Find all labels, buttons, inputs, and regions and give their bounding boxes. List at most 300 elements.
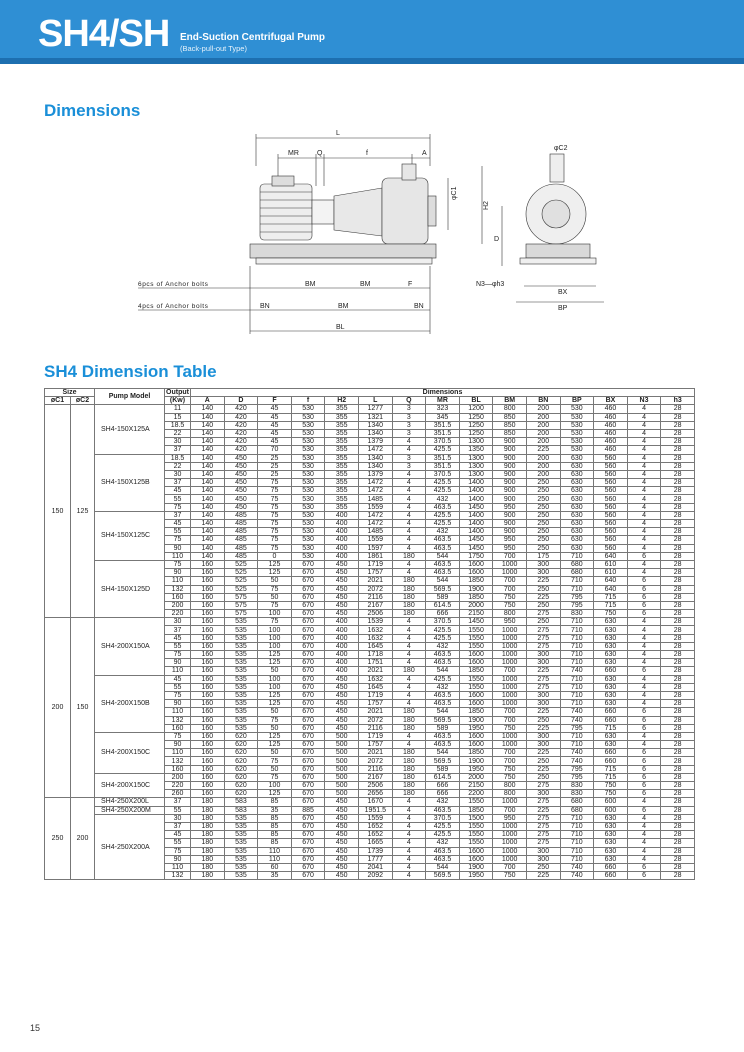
cell-dim-l: 1951.5 [358,806,392,814]
cell-dim-n3: 6 [627,552,661,560]
pump-casing [382,178,428,244]
th-dim-bm: BM [493,397,527,405]
cell-pump-model: SH4-200X150A [95,618,165,675]
cell-dim-bl: 1600 [459,700,493,708]
cell-dim-bm: 700 [493,806,527,814]
cell-dim-bn: 275 [526,610,560,618]
cell-dim-d: 535 [224,814,258,822]
cell-dim-h3: 28 [661,708,695,716]
cell-dim-bp: 710 [560,847,594,855]
th-dim-a: A [191,397,225,405]
table-body [45,405,695,880]
cell-dim-q: 4 [392,536,426,544]
cell-dim-bn: 250 [526,511,560,519]
cell-dim-d: 525 [224,560,258,568]
cell-dim-bm: 1000 [493,831,527,839]
table-row [45,618,695,626]
cell-dim-h2: 450 [325,683,359,691]
cell-dim-a: 160 [191,773,225,781]
cell-dim-bn: 200 [526,462,560,470]
cell-dim-bn: 275 [526,822,560,830]
th-dim-h2: H2 [325,397,359,405]
cell-dim-bn: 250 [526,495,560,503]
cell-dim-d: 485 [224,552,258,560]
cell-dim-a: 180 [191,872,225,880]
cell-dim-l: 1645 [358,642,392,650]
cell-dim-n3: 4 [627,495,661,503]
cell-c2: 125 [71,405,95,618]
cell-dim-f: 75 [258,585,292,593]
table-row [45,814,695,822]
cell-dim-bx: 630 [594,618,628,626]
cell-dim-h3: 28 [661,732,695,740]
cell-dim-d: 485 [224,536,258,544]
cell-dim-f: 530 [291,495,325,503]
cell-dim-a: 160 [191,716,225,724]
cell-dim-a: 180 [191,831,225,839]
cell-dim-f: 35 [258,806,292,814]
cell-dim-bl: 1850 [459,593,493,601]
cell-dim-f: 670 [291,732,325,740]
cell-dim-d: 535 [224,724,258,732]
label-BM-1: BM [305,281,316,288]
cell-dim-bx: 640 [594,552,628,560]
cell-dim-q: 3 [392,429,426,437]
cell-dim-bm: 750 [493,773,527,781]
cell-dim-bp: 630 [560,520,594,528]
cell-dim-f: 75 [258,495,292,503]
cell-dim-bn: 200 [526,405,560,413]
cell-dim-bx: 715 [594,765,628,773]
cell-dim-f: 45 [258,421,292,429]
cell-dim-bp: 630 [560,470,594,478]
cell-dim-a: 160 [191,732,225,740]
cell-dim-mr: 425.5 [426,520,460,528]
motor-body [260,184,312,240]
cell-dim-l: 1321 [358,413,392,421]
cell-dim-q: 4 [392,651,426,659]
cell-dim-bn: 275 [526,683,560,691]
cell-dim-bl: 1850 [459,708,493,716]
th-dim-bp: BP [560,397,594,405]
cell-dim-bx: 560 [594,528,628,536]
cell-dim-bm: 1000 [493,683,527,691]
cell-dim-mr: 323 [426,405,460,413]
cell-dim-f: 50 [258,593,292,601]
cell-dim-f: 530 [291,413,325,421]
th-dim-f: F [258,397,292,405]
cell-dim-q: 4 [392,569,426,577]
cell-dim-q: 4 [392,798,426,806]
cell-pump-model: SH4-200X150B [95,675,165,732]
cell-dim-f: 530 [291,552,325,560]
header-band [0,58,744,64]
cell-dim-bx: 560 [594,503,628,511]
cell-output: 55 [165,806,191,814]
cell-dim-h3: 28 [661,552,695,560]
cell-dim-l: 1472 [358,520,392,528]
cell-dim-f: 75 [258,716,292,724]
cell-output: 55 [165,642,191,650]
cell-dim-h2: 500 [325,790,359,798]
cell-dim-l: 1559 [358,814,392,822]
cell-dim-q: 4 [392,642,426,650]
cell-dim-l: 1472 [358,487,392,495]
cell-dim-bp: 630 [560,511,594,519]
label-L: L [336,130,340,137]
cell-dim-bp: 680 [560,569,594,577]
cell-dim-mr: 370.5 [426,814,460,822]
cell-output: 220 [165,610,191,618]
cell-pump-model: SH4-200X150C [95,773,165,798]
cell-dim-d: 420 [224,405,258,413]
cell-dim-f: 125 [258,732,292,740]
cell-dim-q: 4 [392,741,426,749]
label-BM-3: BM [338,303,349,310]
cell-dim-d: 525 [224,569,258,577]
cell-dim-f: 70 [258,446,292,454]
cell-dim-l: 1632 [358,626,392,634]
cell-dim-h3: 28 [661,479,695,487]
cell-dim-bx: 630 [594,691,628,699]
cell-dim-mr: 544 [426,552,460,560]
cell-dim-f: 670 [291,741,325,749]
cell-dim-bp: 830 [560,782,594,790]
cell-output: 110 [165,667,191,675]
cell-dim-bm: 1000 [493,560,527,568]
table-row [45,798,695,806]
base-frame [250,244,436,258]
cell-dim-bp: 630 [560,503,594,511]
cell-dim-l: 1719 [358,560,392,568]
cell-dim-h2: 450 [325,724,359,732]
cell-dim-bm: 1000 [493,651,527,659]
cell-dim-bp: 710 [560,700,594,708]
cell-dim-n3: 4 [627,405,661,413]
cell-dim-h3: 28 [661,741,695,749]
cell-dim-bl: 1300 [459,470,493,478]
cell-dim-bl: 1600 [459,569,493,577]
cell-dim-bm: 1000 [493,691,527,699]
th-dim-d: D [224,397,258,405]
cell-dim-n3: 6 [627,585,661,593]
cell-dim-a: 180 [191,822,225,830]
cell-dim-q: 4 [392,847,426,855]
cell-dim-mr: 544 [426,863,460,871]
cell-dim-bl: 1250 [459,413,493,421]
cell-dim-d: 450 [224,495,258,503]
cell-dim-f: 45 [258,413,292,421]
cell-dim-d: 485 [224,544,258,552]
cell-dim-h2: 450 [325,855,359,863]
cell-dim-bm: 1000 [493,732,527,740]
cell-output: 45 [165,831,191,839]
cell-dim-f: 85 [258,798,292,806]
cell-dim-bp: 630 [560,479,594,487]
cell-dim-bx: 460 [594,429,628,437]
cell-dim-n3: 4 [627,642,661,650]
cell-dim-h2: 400 [325,634,359,642]
cell-dim-bl: 1400 [459,511,493,519]
cell-dim-n3: 4 [627,700,661,708]
cell-dim-n3: 4 [627,438,661,446]
th-output-unit: (Kw) [165,397,191,405]
cell-output: 132 [165,716,191,724]
cell-dim-bn: 300 [526,651,560,659]
cell-dim-n3: 6 [627,724,661,732]
cell-dim-bp: 710 [560,552,594,560]
cell-dim-d: 450 [224,479,258,487]
cell-dim-a: 140 [191,544,225,552]
cell-dim-bx: 660 [594,749,628,757]
cell-dim-d: 583 [224,798,258,806]
th-c2: øC2 [71,397,95,405]
cell-dim-f: 75 [258,544,292,552]
cell-dim-bl: 1550 [459,634,493,642]
cell-dim-f: 75 [258,520,292,528]
cell-dim-f: 100 [258,683,292,691]
cell-dim-bl: 1350 [459,446,493,454]
cell-dim-a: 160 [191,569,225,577]
cell-dim-bp: 740 [560,872,594,880]
cell-dim-l: 2021 [358,749,392,757]
cell-pump-model: SH4-250X200L [95,798,165,806]
cell-dim-bm: 800 [493,610,527,618]
cell-dim-a: 160 [191,610,225,618]
cell-dim-bm: 900 [493,520,527,528]
cell-dim-bx: 660 [594,872,628,880]
cell-dim-f: 670 [291,634,325,642]
cell-dim-bn: 300 [526,700,560,708]
cell-dim-mr: 666 [426,782,460,790]
cell-dim-n3: 4 [627,618,661,626]
cell-dim-bm: 1000 [493,700,527,708]
cell-dim-n3: 6 [627,601,661,609]
cell-dim-h3: 28 [661,773,695,781]
cell-dim-mr: 463.5 [426,503,460,511]
cell-dim-h3: 28 [661,503,695,511]
cell-dim-mr: 463.5 [426,847,460,855]
cell-dim-d: 450 [224,462,258,470]
cell-dim-a: 160 [191,724,225,732]
cell-dim-f: 670 [291,749,325,757]
cell-dim-a: 160 [191,790,225,798]
cell-dim-bm: 850 [493,429,527,437]
cell-c2: 200 [71,798,95,880]
cell-dim-bx: 630 [594,675,628,683]
cell-dim-bn: 225 [526,577,560,585]
cell-dim-bp: 710 [560,741,594,749]
cell-dim-h3: 28 [661,601,695,609]
cell-dim-bp: 710 [560,651,594,659]
cell-dim-bx: 630 [594,634,628,642]
table-row [45,806,695,814]
cell-dim-mr: 614.5 [426,773,460,781]
cell-dim-bl: 1600 [459,847,493,855]
cell-dim-a: 140 [191,462,225,470]
cell-dim-bn: 300 [526,847,560,855]
cell-dim-h3: 28 [661,790,695,798]
cell-dim-bx: 630 [594,683,628,691]
cell-dim-h2: 450 [325,831,359,839]
cell-dim-l: 1861 [358,552,392,560]
cell-dim-f: 670 [291,691,325,699]
cell-dim-h2: 400 [325,536,359,544]
cell-dim-l: 1757 [358,700,392,708]
cell-dim-h3: 28 [661,462,695,470]
cell-dim-h2: 450 [325,700,359,708]
cell-dim-h3: 28 [661,413,695,421]
cell-dim-f: 530 [291,429,325,437]
cell-dim-bp: 740 [560,708,594,716]
cell-dim-l: 1645 [358,683,392,691]
cell-dim-bp: 710 [560,634,594,642]
cell-dim-h3: 28 [661,798,695,806]
cell-dim-mr: 463.5 [426,659,460,667]
cell-dim-a: 140 [191,520,225,528]
cell-dim-f: 670 [291,847,325,855]
cell-dim-q: 4 [392,683,426,691]
cell-dim-bl: 1550 [459,626,493,634]
cell-dim-q: 4 [392,839,426,847]
cell-dim-bn: 250 [526,503,560,511]
cell-dim-h3: 28 [661,806,695,814]
cell-dim-d: 535 [224,716,258,724]
cell-dim-mr: 463.5 [426,700,460,708]
cell-dim-n3: 4 [627,732,661,740]
cell-dim-h2: 355 [325,503,359,511]
cell-dim-l: 2167 [358,601,392,609]
cell-dim-bn: 225 [526,708,560,716]
cell-output: 22 [165,462,191,470]
cell-dim-bn: 250 [526,863,560,871]
cell-dim-h3: 28 [661,716,695,724]
cell-dim-a: 160 [191,765,225,773]
cell-dim-d: 420 [224,413,258,421]
cell-dim-q: 4 [392,732,426,740]
cell-output: 45 [165,675,191,683]
cell-dim-h3: 28 [661,520,695,528]
cell-dim-d: 535 [224,847,258,855]
cell-dim-f: 125 [258,560,292,568]
cell-dim-bn: 175 [526,552,560,560]
cell-dim-bx: 660 [594,667,628,675]
cell-dim-n3: 6 [627,757,661,765]
cell-dim-h2: 450 [325,806,359,814]
cell-output: 55 [165,839,191,847]
cell-dim-n3: 4 [627,446,661,454]
cell-dim-bn: 250 [526,618,560,626]
cell-dim-h3: 28 [661,642,695,650]
cell-dim-l: 1739 [358,847,392,855]
cell-dim-f: 75 [258,601,292,609]
cell-dim-bx: 560 [594,511,628,519]
cell-dim-l: 1340 [358,462,392,470]
cell-dim-d: 535 [224,659,258,667]
cell-output: 90 [165,659,191,667]
cell-dim-mr: 463.5 [426,544,460,552]
cell-dim-mr: 589 [426,724,460,732]
cell-dim-n3: 4 [627,520,661,528]
cell-dim-mr: 432 [426,495,460,503]
cell-dim-bl: 1900 [459,757,493,765]
cell-dim-a: 160 [191,741,225,749]
cell-dim-f: 670 [291,569,325,577]
cell-dim-bx: 460 [594,438,628,446]
cell-dim-h2: 450 [325,569,359,577]
cell-dim-l: 2116 [358,593,392,601]
cell-dim-l: 2021 [358,708,392,716]
cell-dim-bx: 715 [594,773,628,781]
cell-dim-d: 535 [224,855,258,863]
cell-dim-bx: 560 [594,470,628,478]
cell-dim-bn: 250 [526,757,560,765]
cell-dim-a: 180 [191,847,225,855]
cell-dim-h2: 450 [325,847,359,855]
cell-dim-h3: 28 [661,683,695,691]
cell-dim-f: 670 [291,863,325,871]
cell-dim-f: 670 [291,782,325,790]
cell-dim-bm: 900 [493,446,527,454]
cell-dim-bp: 740 [560,757,594,765]
cell-output: 55 [165,495,191,503]
cell-dim-bp: 740 [560,667,594,675]
cell-dim-h3: 28 [661,593,695,601]
cell-dim-q: 4 [392,479,426,487]
cell-dim-bm: 800 [493,782,527,790]
cell-dim-f: 670 [291,831,325,839]
cell-dim-a: 140 [191,479,225,487]
cell-dim-mr: 569.5 [426,872,460,880]
cell-dim-l: 1719 [358,732,392,740]
th-output: Output [166,389,189,397]
cell-dim-a: 160 [191,634,225,642]
cell-dim-d: 535 [224,839,258,847]
cell-dim-bm: 700 [493,757,527,765]
cell-dim-n3: 4 [627,691,661,699]
cell-dim-q: 4 [392,544,426,552]
cell-dim-q: 4 [392,487,426,495]
cell-dim-f: 110 [258,847,292,855]
cell-dim-h3: 28 [661,757,695,765]
cell-dim-bm: 700 [493,708,527,716]
cell-dim-q: 4 [392,822,426,830]
cell-dim-f: 530 [291,511,325,519]
cell-dim-bn: 300 [526,560,560,568]
cell-dim-mr: 432 [426,798,460,806]
cell-output: 75 [165,691,191,699]
cell-dim-a: 140 [191,528,225,536]
cell-dim-l: 2041 [358,863,392,871]
cell-dim-f: 670 [291,651,325,659]
cell-dim-bp: 680 [560,806,594,814]
label-BL: BL [336,324,345,331]
cell-dim-bn: 200 [526,470,560,478]
cell-output: 160 [165,593,191,601]
cell-dim-bx: 560 [594,536,628,544]
cell-dim-mr: 351.5 [426,429,460,437]
cell-dim-bx: 630 [594,626,628,634]
cell-dim-h3: 28 [661,544,695,552]
cell-dim-l: 1632 [358,675,392,683]
cell-dim-q: 180 [392,585,426,593]
cell-dim-d: 535 [224,831,258,839]
cell-dim-h2: 400 [325,626,359,634]
cell-dim-bx: 460 [594,421,628,429]
cell-dim-f: 530 [291,470,325,478]
cell-dim-bm: 700 [493,749,527,757]
cell-dim-bl: 1950 [459,765,493,773]
